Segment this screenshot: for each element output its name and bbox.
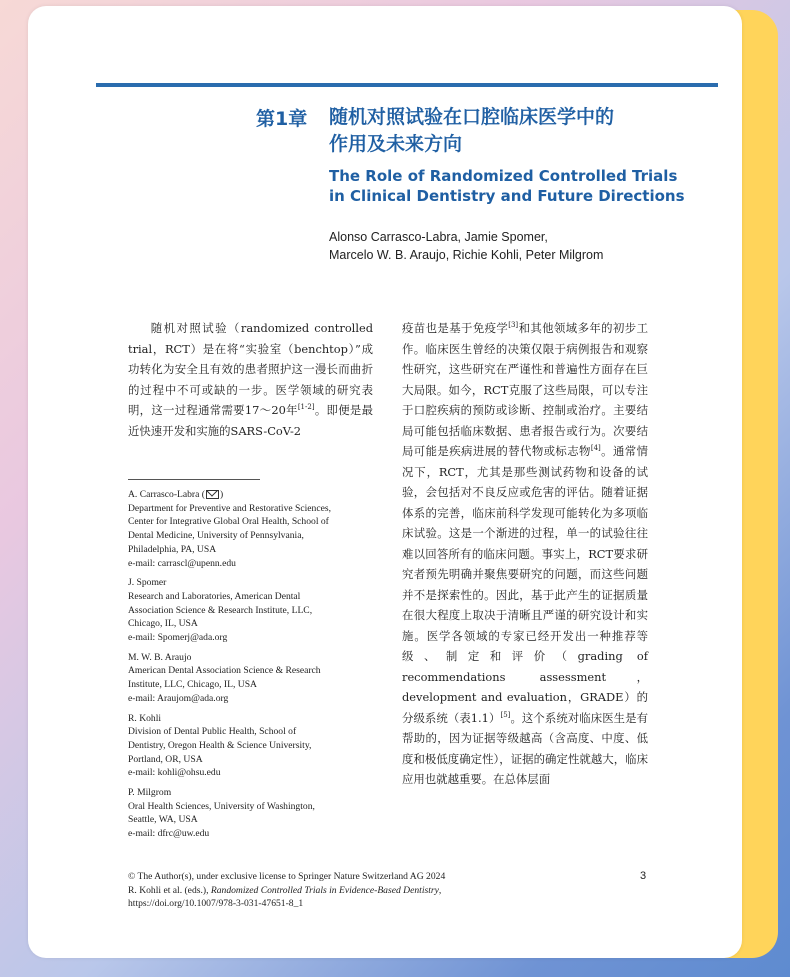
affiliation-line: Department for Preventive and Restorative Sciences,	[128, 502, 331, 514]
affiliation-name: M. W. B. Araujo	[128, 651, 192, 663]
chapter-title-cn	[329, 104, 689, 158]
chapter-title-cn-line: 作用及未来方向	[329, 133, 463, 155]
body-text: 随机对照试验（randomized controlled trial，RCT）是在将“实验室（benchtop）”成功转化为安全且有效的患者照护这一漫长而曲折的过程中不可或缺的一步。医学领域的研究表明，这一过程通常需要17～20年	[128, 321, 373, 417]
affiliation-block	[128, 651, 378, 706]
affiliation-line: American Dental Association Science & Research	[128, 665, 321, 677]
affiliation-name-text: A. Carrasco-Labra (	[128, 489, 205, 500]
affiliation-name	[128, 488, 378, 502]
affiliation-block	[128, 712, 378, 781]
page-number: 3	[640, 870, 647, 882]
affiliation-line: Chicago, IL, USA	[128, 618, 198, 630]
body-text: 。即便是最近快速开发和实施的SARS-CoV-2	[128, 403, 373, 438]
chapter-title-en	[329, 166, 689, 206]
book-title: Randomized Controlled Trials in Evidence-Based Dentistry	[210, 884, 439, 896]
doi-link[interactable]: https://doi.org/10.1007/978-3-031-47651-8_1	[128, 898, 304, 910]
body-text: 疫苗也是基于免疫学	[402, 321, 509, 335]
affiliations	[128, 488, 378, 847]
email-link[interactable]: e-mail: Araujom@ada.org	[128, 692, 229, 704]
citation: [5]	[500, 710, 511, 719]
affiliation-line: Association Science & Research Institute, LLC,	[128, 604, 313, 616]
affiliation-block	[128, 576, 378, 645]
email-link[interactable]: e-mail: dfrc@uw.edu	[128, 828, 210, 840]
affiliation-line: Seattle, WA, USA	[128, 814, 198, 826]
affiliation-name: R. Kohli	[128, 712, 162, 724]
email-link[interactable]: e-mail: kohli@ohsu.edu	[128, 767, 221, 779]
author-line: Marcelo W. B. Araujo, Richie Kohli, Peter Milgrom	[329, 248, 604, 262]
chapter-title-en-line: The Role of Randomized Controlled Trials	[329, 167, 678, 185]
affiliation-name-end: )	[219, 489, 224, 500]
affiliation-line: Division of Dental Public Health, School of	[128, 726, 297, 738]
body-text: 。通常情况下，RCT，尤其是那些测试药物和设备的试验，会包括对不良反应或危害的评估。随着证据体系的完善，临床前科学发现可能转化为多项临床试验。这是一个渐进的过程，单一的试验往往难以回答所有的临床问题。事实上，RCT要求研究者预先明确并聚焦要研究的问题，而这些问题并不是探索性的。因此，基于此产生的证据质量在很大程度上取决于清晰且严谨的研究设计和实施。医学各领域的专家已经开发出一种推荐等级、制定和评价（grading of recommendations assessment，development and evaluation，GRADE）的分级系统（表1.1）	[402, 444, 648, 725]
envelope-icon	[206, 490, 219, 499]
body-paragraph	[128, 318, 373, 441]
affiliation-line: Oral Health Sciences, University of Washington,	[128, 800, 315, 812]
email-link[interactable]: e-mail: Spomerj@ada.org	[128, 632, 228, 644]
chapter-rule	[96, 83, 718, 87]
affiliation-line: Center for Integrative Global Oral Health, School of	[128, 516, 329, 528]
chapter-title-en-line: in Clinical Dentistry and Future Directions	[329, 187, 685, 205]
copyright-line: © The Author(s), under exclusive license to Springer Nature Switzerland AG 2024	[128, 871, 446, 882]
body-column-right	[402, 318, 648, 790]
affiliation-line: Portland, OR, USA	[128, 753, 203, 765]
citation: [1-2]	[297, 403, 315, 412]
affiliation-name: J. Spomer	[128, 577, 167, 589]
author-list	[329, 228, 659, 264]
chapter-title-cn-line: 随机对照试验在口腔临床医学中的	[329, 106, 615, 128]
chapter-number: 第1章	[256, 108, 308, 130]
body-column-left	[128, 318, 373, 441]
editors-suffix: ,	[438, 884, 442, 896]
footnote-rule	[128, 479, 260, 480]
copyright-footer	[128, 870, 568, 911]
email-link[interactable]: e-mail: carrascl@upenn.edu	[128, 557, 236, 569]
body-paragraph	[402, 318, 648, 790]
body-text: 和其他领域多年的初步工作。临床医生曾经的决策仅限于病例报告和观察性研究，这些研究在严谨性和普遍性方面存在巨大局限。如今，RCT克服了这些局限，可以专注于口腔疾病的预防或诊断、控制或治疗。主要结局可能包括临床数据、患者报告或行为。次要结局可能是疾病进展的替代物或标志物	[402, 321, 648, 458]
affiliation-block	[128, 488, 378, 570]
editors-text: R. Kohli et al. (eds.),	[128, 884, 211, 896]
body-text: 。这个系统对临床医生是有帮助的，因为证据等级越高（含高度、中度、低度和极低度确定性），证据的确定性就越大，临床应用也就越重要。在总体层面	[402, 710, 648, 786]
affiliation-line: Research and Laboratories, American Dental	[128, 590, 301, 602]
citation: [3]	[508, 321, 519, 330]
affiliation-block	[128, 786, 378, 841]
affiliation-line: Philadelphia, PA, USA	[128, 543, 217, 555]
affiliation-name: P. Milgrom	[128, 787, 172, 799]
affiliation-line: Dentistry, Oregon Health & Science University,	[128, 739, 312, 751]
affiliation-line: Dental Medicine, University of Pennsylvania,	[128, 530, 304, 542]
author-line: Alonso Carrasco-Labra, Jamie Spomer,	[329, 230, 548, 244]
citation-line	[128, 884, 568, 898]
citation: [4]	[590, 444, 601, 453]
affiliation-line: Institute, LLC, Chicago, IL, USA	[128, 679, 257, 691]
